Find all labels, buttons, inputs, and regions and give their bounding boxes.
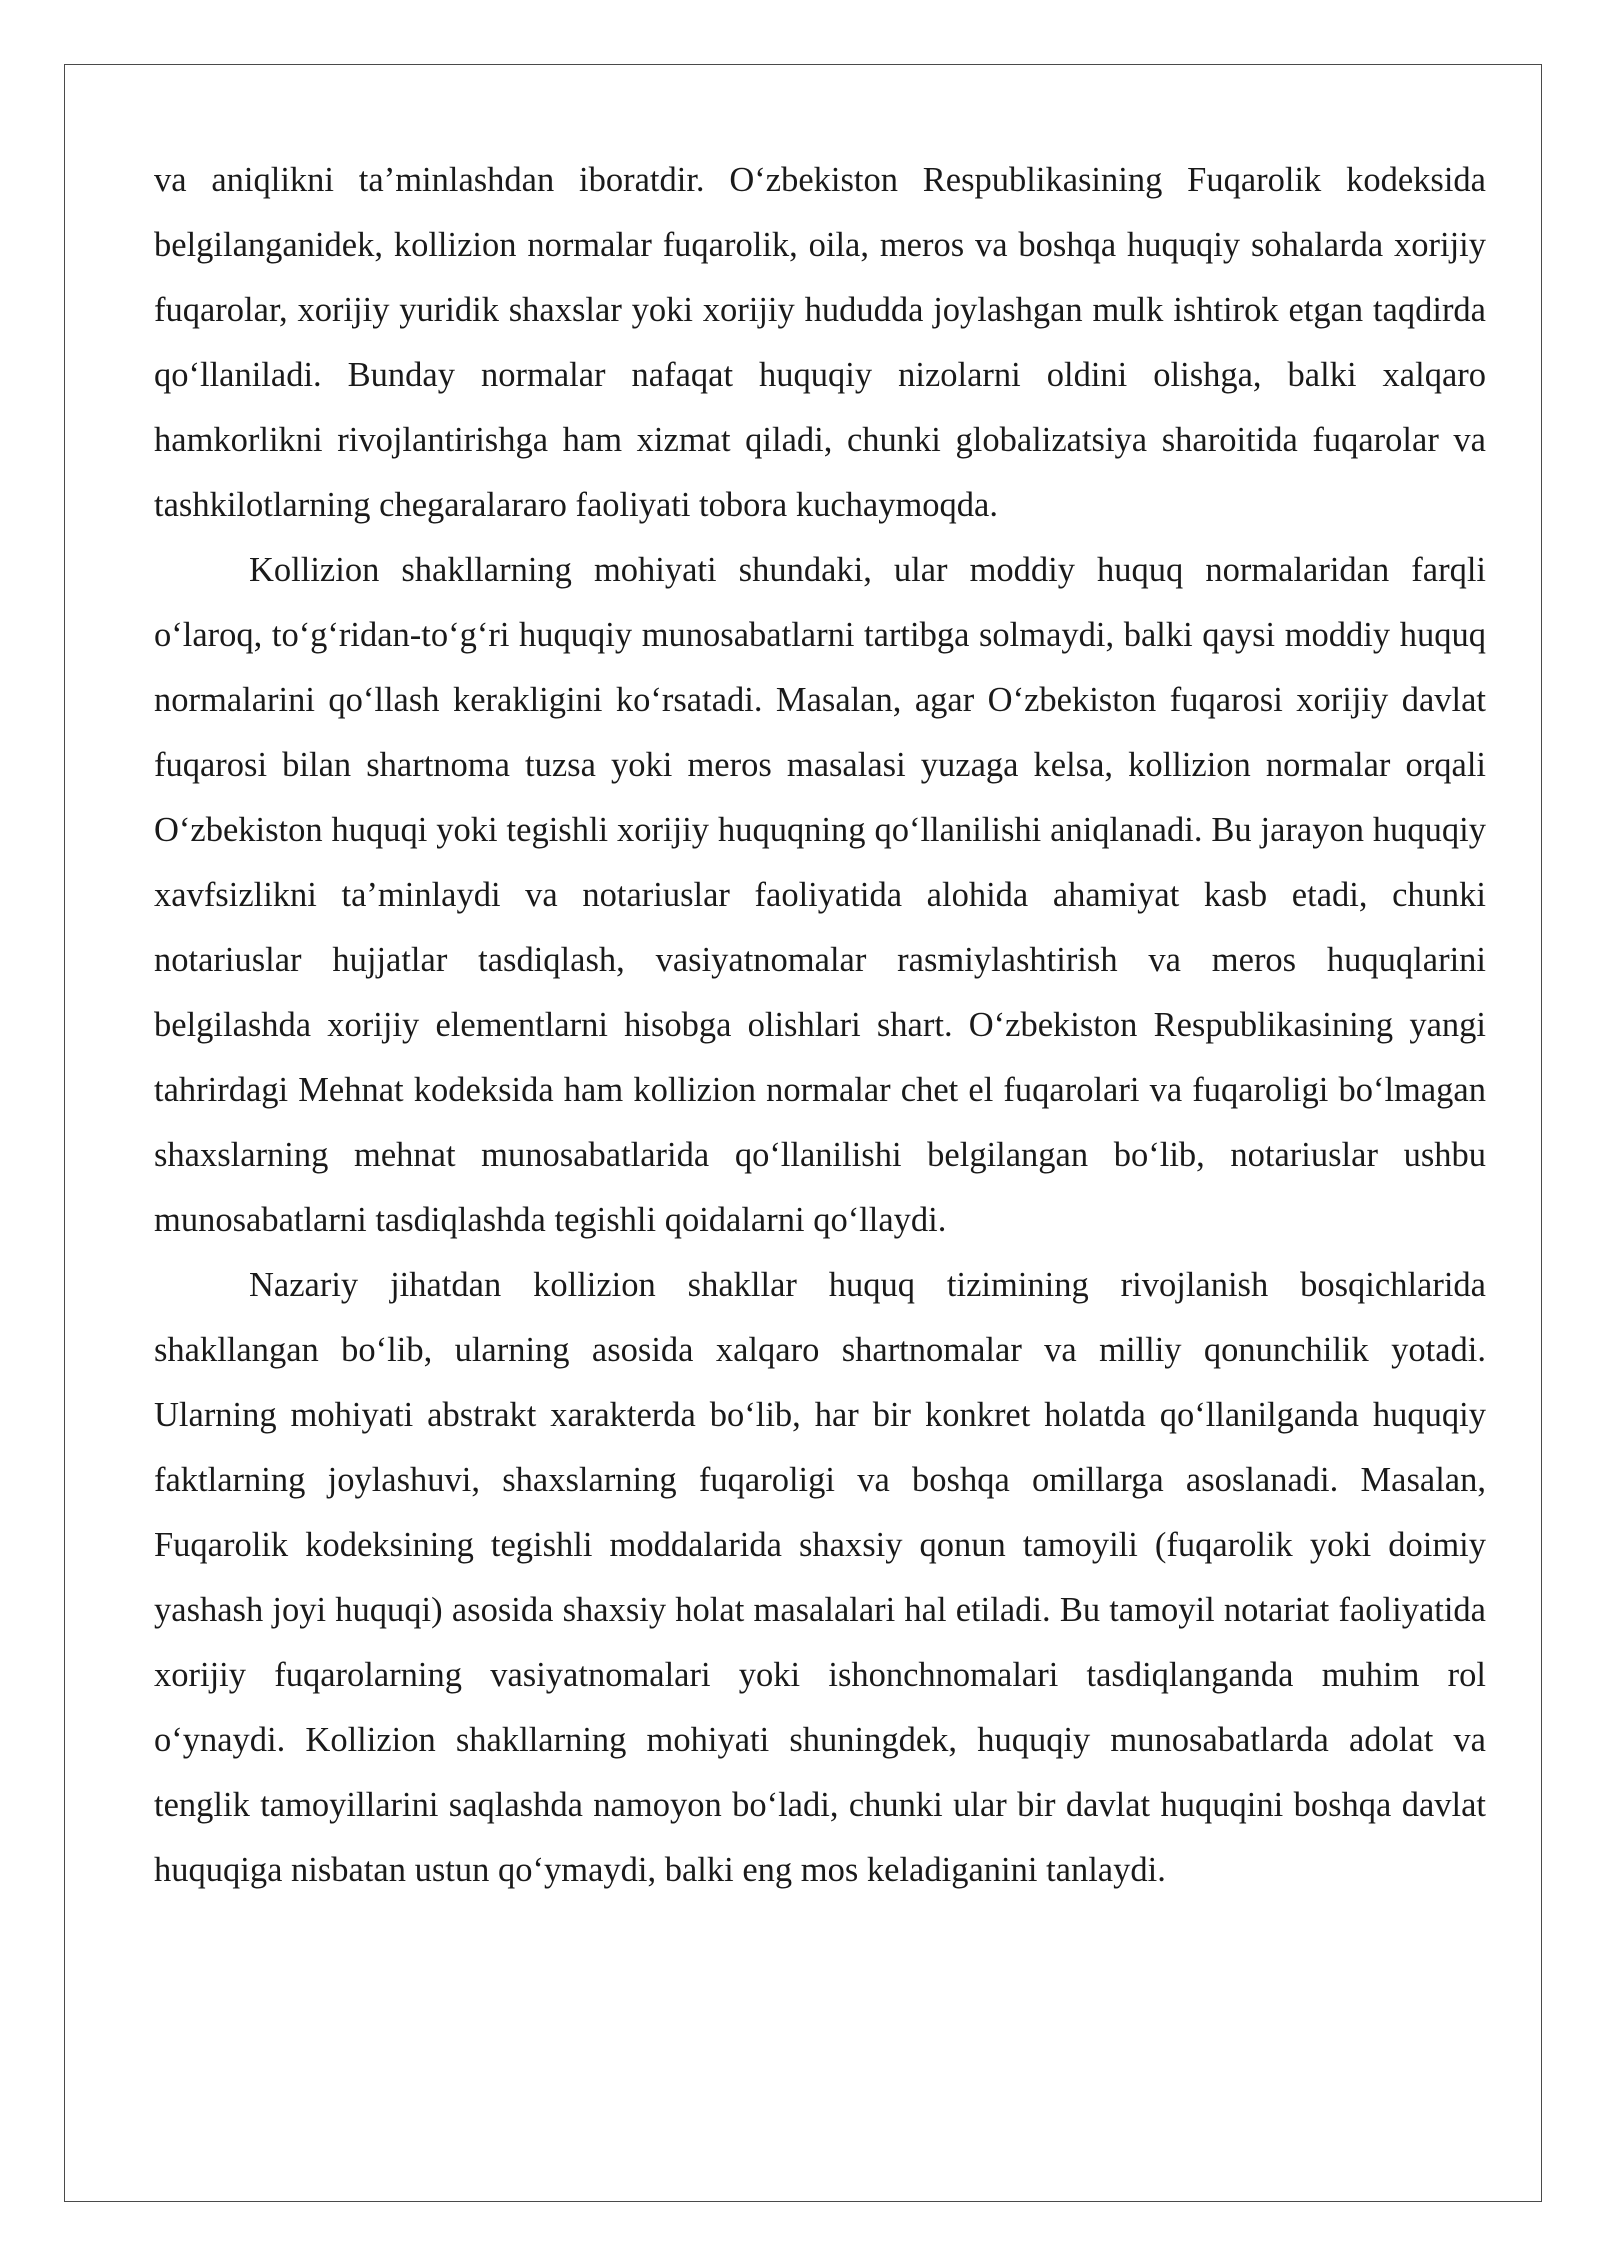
paragraph-3: Nazariy jihatdan kollizion shakllar huquq tizimining rivojlanish bosqichlarida shakllangan bo‘lib, ularning asosida xalqaro shartnomalar va milliy qonunchilik yotadi. Ularning mohiyati abstrakt xarakterda bo‘lib, har bir konkret holatda qo‘llanilganda huquqiy faktlarning joylashuvi, shaxslarning fuqaroligi va boshqa omillarga asoslanadi. Masalan, Fuqarolik kodeksining tegishli moddalarida shaxsiy qonun tamoyili (fuqarolik yoki doimiy yashash joyi huquqi) asosida shaxsiy holat masalalari hal etiladi. Bu tamoyil notariat faoliyatida xorijiy fuqarolarning vasiyatnomalari yoki ishonchnomalari tasdiqlanganda muhim rol o‘ynaydi. Kollizion shakllarning mohiyati shuningdek, huquqiy munosabatlarda adolat va tenglik tamoyillarini saqlashda namoyon bo‘ladi, chunki ular bir davlat huquqini boshqa davlat huquqiga nisbatan ustun qo‘ymaydi, balki eng mos keladiganini tanlaydi. (154, 1266, 1486, 1889)
document-body (154, 148, 1486, 1903)
paragraph-2: Kollizion shakllarning mohiyati shundaki, ular moddiy huquq normalaridan farqli o‘laroq, to‘g‘ridan-to‘g‘ri huquqiy munosabatlarni tartibga solmaydi, balki qaysi moddiy huquq normalarini qo‘llash kerakligini ko‘rsatadi. Masalan, agar O‘zbekiston fuqarosi xorijiy davlat fuqarosi bilan shartnoma tuzsa yoki meros masalasi yuzaga kelsa, kollizion normalar orqali O‘zbekiston huquqi yoki tegishli xorijiy huquqning qo‘llanilishi aniqlanadi. Bu jarayon huquqiy xavfsizlikni ta’minlaydi va notariuslar faoliyatida alohida ahamiyat kasb etadi, chunki notariuslar hujjatlar tasdiqlash, vasiyatnomalar rasmiylashtirish va meros huquqlarini belgilashda xorijiy elementlarni hisobga olishlari shart. O‘zbekiston Respublikasining yangi tahrirdagi Mehnat kodeksida ham kollizion normalar chet el fuqarolari va fuqaroligi bo‘lmagan shaxslarning mehnat munosabatlarida qo‘llanilishi belgilangan bo‘lib, notariuslar ushbu munosabatlarni tasdiqlashda tegishli qoidalarni qo‘llaydi. (154, 551, 1486, 1239)
paragraph-1: va aniqlikni ta’minlashdan iboratdir. O‘zbekiston Respublikasining Fuqarolik kodeksida belgilanganidek, kollizion normalar fuqarolik, oila, meros va boshqa huquqiy sohalarda xorijiy fuqarolar, xorijiy yuridik shaxslar yoki xorijiy hududda joylashgan mulk ishtirok etgan taqdirda qo‘llaniladi. Bunday normalar nafaqat huquqiy nizolarni oldini olishga, balki xalqaro hamkorlikni rivojlantirishga ham xizmat qiladi, chunki globalizatsiya sharoitida fuqarolar va tashkilotlarning chegaralararo faoliyati tobora kuchaymoqda. (154, 161, 1486, 524)
